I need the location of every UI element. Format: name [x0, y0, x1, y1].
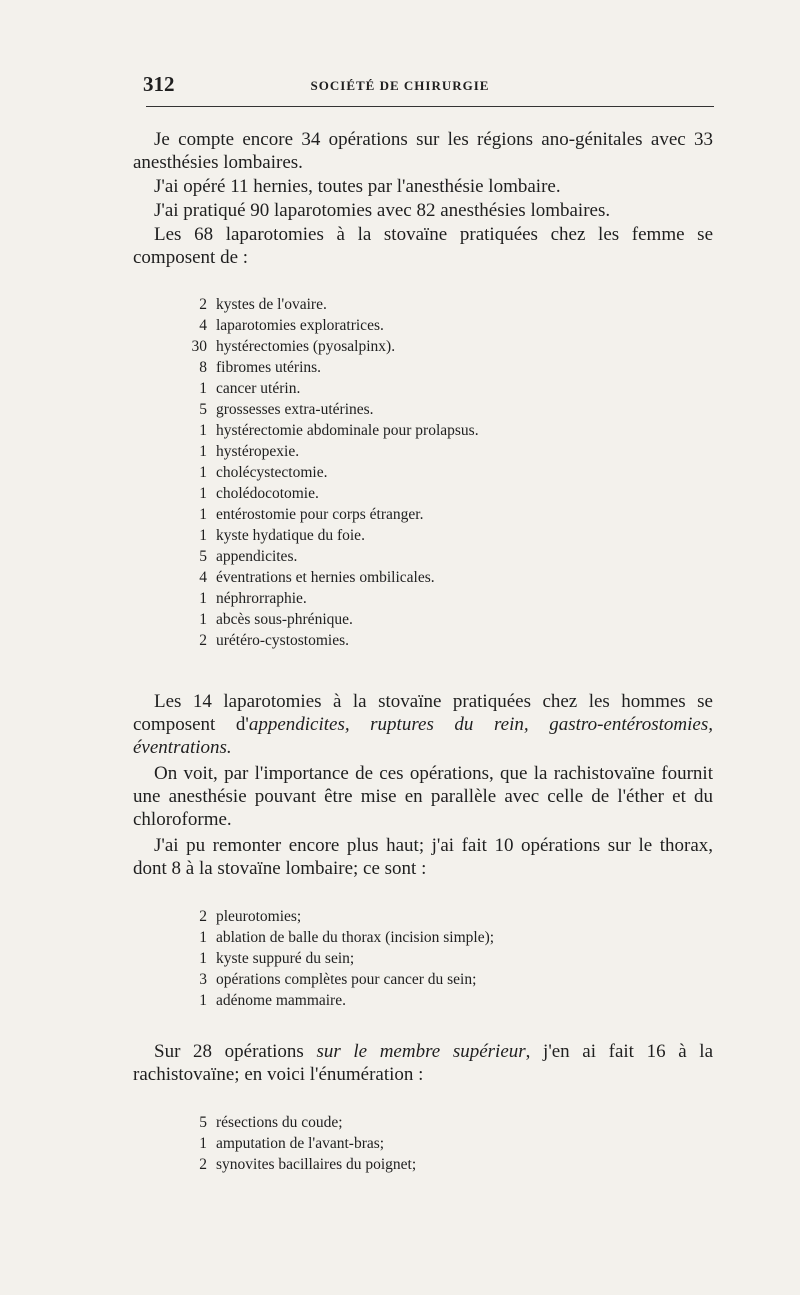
list-item: [183, 588, 703, 609]
item-label: kyste hydatique du foie.: [216, 527, 365, 544]
paragraph-text: Les 68 laparotomies à la stovaïne pratiquées chez les femme se composent de :: [133, 224, 713, 268]
item-label: fibromes utérins.: [216, 359, 322, 376]
item-label: cholécystectomie.: [216, 464, 328, 481]
item-label: laparotomies exploratrices.: [216, 317, 384, 334]
item-count: 2: [199, 1156, 207, 1173]
paragraph-men-laparotomies: [133, 690, 713, 759]
list-item: [183, 609, 703, 630]
item-count: 1: [199, 950, 207, 967]
item-label: hystérectomies (pyosalpinx).: [216, 338, 396, 355]
list-item: [183, 294, 703, 315]
item-label: hystéropexie.: [216, 443, 300, 460]
item-count: 2: [199, 908, 207, 925]
paragraph-thorax: [133, 834, 713, 880]
item-count: 2: [199, 632, 207, 649]
list-item: [183, 462, 703, 483]
item-count: 30: [191, 338, 207, 355]
item-label: néphrorraphie.: [216, 590, 307, 607]
item-label: cholédocotomie.: [216, 485, 319, 502]
item-label: opérations complètes pour cancer du sein;: [216, 971, 477, 988]
item-label: abcès sous-phrénique.: [216, 611, 353, 628]
item-count: 5: [199, 401, 207, 418]
paragraph-upper-limb: [133, 1040, 713, 1086]
list-item: [183, 906, 703, 927]
item-label: cancer utérin.: [216, 380, 301, 397]
list-item: [183, 483, 703, 504]
item-label: éventrations et hernies ombilicales.: [216, 569, 435, 586]
list-item: [183, 378, 703, 399]
item-count: 1: [199, 485, 207, 502]
list-item: [183, 927, 703, 948]
item-label: appendicites.: [216, 548, 298, 565]
paragraph-text: J'ai opéré 11 hernies, toutes par l'anesthésie lombaire.: [154, 176, 561, 197]
list-item: [183, 948, 703, 969]
list-item: [183, 420, 703, 441]
item-count: 1: [199, 380, 207, 397]
item-count: 1: [199, 992, 207, 1009]
paragraph-text: J'ai pratiqué 90 laparotomies avec 82 anesthésies lombaires.: [154, 200, 611, 221]
list-item: [183, 546, 703, 567]
paragraph-text: Je compte encore 34 opérations sur les régions ano-génitales avec 33 anesthésies lombaires.: [133, 129, 713, 173]
item-label: entérostomie pour corps étranger.: [216, 506, 424, 523]
item-count: 1: [199, 422, 207, 439]
list-item: [183, 441, 703, 462]
paragraph-text: , j'en ai fait 16 à la rachistovaïne; en voici l'énumération :: [133, 1041, 713, 1085]
running-title: SOCIÉTÉ DE CHIRURGIE: [310, 78, 490, 93]
item-label: kystes de l'ovaire.: [216, 296, 327, 313]
list-item: [183, 1112, 703, 1133]
item-count: 1: [199, 443, 207, 460]
item-count: 5: [199, 548, 207, 565]
item-count: 1: [199, 527, 207, 544]
item-label: grossesses extra-utérines.: [216, 401, 374, 418]
list-item: [183, 336, 703, 357]
item-label: pleurotomies;: [216, 908, 302, 925]
item-count: 5: [199, 1114, 207, 1131]
upper-limb-operations-list: [183, 1112, 703, 1175]
item-count: 1: [199, 611, 207, 628]
item-label: adénome mammaire.: [216, 992, 346, 1009]
paragraph-italic: sur le membre supérieur: [316, 1041, 526, 1062]
paragraph-text: Les 14 laparotomies à la stovaïne pratiquées chez les hommes se composent d': [133, 691, 713, 735]
women-operations-list: [183, 294, 703, 651]
paragraph-italic: appendicites, ruptures du rein, gastro-entérostomies, éventrations.: [133, 714, 713, 758]
paragraph-hernias: [133, 175, 713, 198]
item-count: 8: [199, 359, 207, 376]
list-item: [183, 969, 703, 990]
paragraph-text: Sur 28 opérations: [154, 1041, 317, 1062]
item-label: ablation de balle du thorax (incision simple);: [216, 929, 495, 946]
list-item: [183, 525, 703, 546]
list-item: [183, 357, 703, 378]
item-count: 1: [199, 1135, 207, 1152]
item-count: 1: [199, 590, 207, 607]
paragraph-text: On voit, par l'importance de ces opérations, que la rachistovaïne fournit une anesthésie pouvant être mise en parallèle avec celle de l'éther et du chloroforme.: [133, 763, 713, 830]
item-count: 1: [199, 929, 207, 946]
item-count: 4: [199, 569, 207, 586]
list-item: [183, 990, 703, 1011]
paragraph-laparotomies: [133, 199, 713, 222]
item-label: hystérectomie abdominale pour prolapsus.: [216, 422, 479, 439]
list-item: [183, 630, 703, 651]
paragraph-anogenital: [133, 128, 713, 174]
list-item: [183, 504, 703, 525]
item-label: kyste suppuré du sein;: [216, 950, 355, 967]
list-item: [183, 1133, 703, 1154]
page-number: 312: [143, 72, 175, 96]
item-count: 4: [199, 317, 207, 334]
list-item: [183, 315, 703, 336]
item-count: 2: [199, 296, 207, 313]
item-count: 3: [199, 971, 207, 988]
item-label: résections du coude;: [216, 1114, 343, 1131]
header-rule: [146, 106, 714, 107]
list-item: [183, 567, 703, 588]
list-item: [183, 399, 703, 420]
item-label: synovites bacillaires du poignet;: [216, 1156, 417, 1173]
item-label: amputation de l'avant-bras;: [216, 1135, 385, 1152]
paragraph-text: J'ai pu remonter encore plus haut; j'ai fait 10 opérations sur le thorax, dont 8 à la stovaïne lombaire; ce sont :: [133, 835, 713, 879]
item-count: 1: [199, 464, 207, 481]
item-count: 1: [199, 506, 207, 523]
list-item: [183, 1154, 703, 1175]
paragraph-women-laparotomies: [133, 223, 713, 269]
item-label: urétéro-cystostomies.: [216, 632, 350, 649]
paragraph-importance: [133, 762, 713, 831]
thorax-operations-list: [183, 906, 703, 1011]
